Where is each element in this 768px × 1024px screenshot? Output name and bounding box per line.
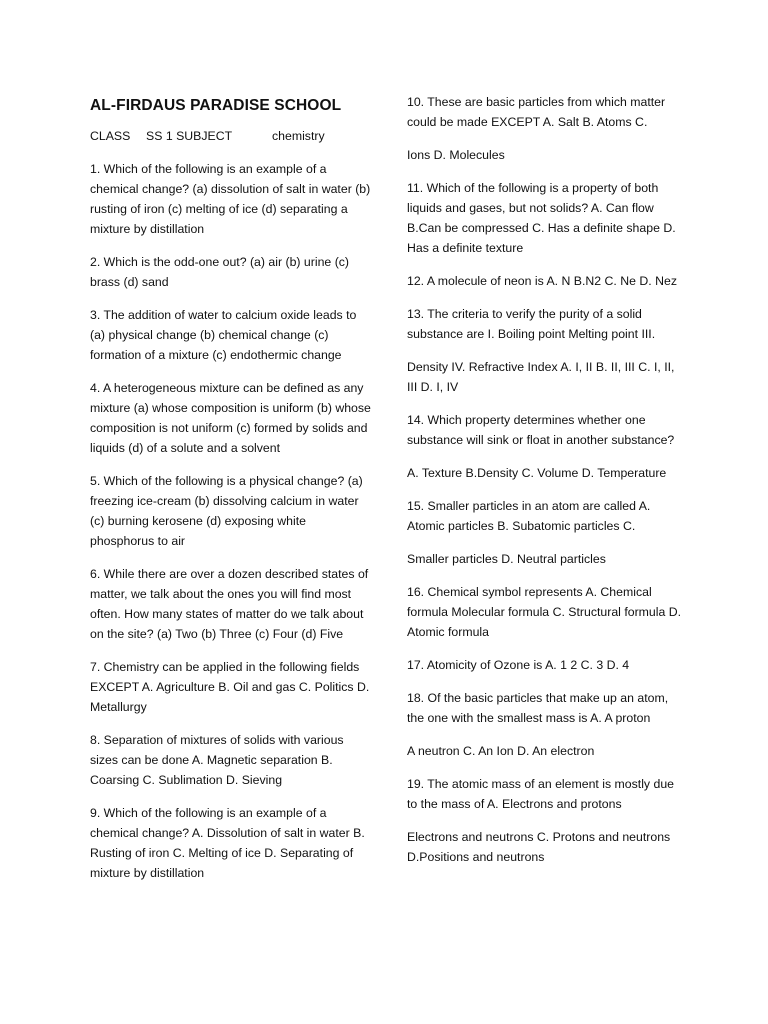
question-13-options: Density IV. Refractive Index A. I, II B. II, III C. I, II, III D. I, IV <box>407 360 675 394</box>
right-column <box>407 92 687 880</box>
question-10: 10. These are basic particles from which matter could be made EXCEPT A. Salt B. Atoms C. <box>407 95 666 129</box>
question-10-continued: Ions D. Molecules <box>407 148 505 162</box>
question-5: 5. Which of the following is a physical change? (a) freezing ice-cream (b) dissolving calcium in water (c) burning kerosene (d) exposing white phosphorus to air <box>90 474 363 548</box>
left-column <box>90 92 372 896</box>
class-value: SS 1 SUBJECT <box>146 129 233 143</box>
question-7: 7. Chemistry can be applied in the following fields EXCEPT A. Agriculture B. Oil and gas C. Politics D. Metallurgy <box>90 660 370 714</box>
question-3: 3. The addition of water to calcium oxide leads to (a) physical change (b) chemical change (c) formation of a mixture (c) endothermic change <box>90 308 357 362</box>
question-2: 2. Which is the odd-one out? (a) air (b) urine (c) brass (d) sand <box>90 255 350 289</box>
question-16: 16. Chemical symbol represents A. Chemical formula Molecular formula C. Structural formula D. Atomic formula <box>407 585 682 639</box>
question-11: 11. Which of the following is a property of both liquids and gases, but not solids? A. Can flow B.Can be compressed C. Has a definite shape D. Has a definite texture <box>407 181 676 255</box>
question-14-options: A. Texture B.Density C. Volume D. Temperature <box>407 466 667 480</box>
question-17: 17. Atomicity of Ozone is A. 1 2 C. 3 D. 4 <box>407 658 630 672</box>
question-18: 18. Of the basic particles that make up an atom, the one with the smallest mass is A. A proton <box>407 691 669 725</box>
question-9: 9. Which of the following is an example of a chemical change? A. Dissolution of salt in water B. Rusting of iron C. Melting of ice D. Separating of mixture by distillation <box>90 806 365 880</box>
question-8: 8. Separation of mixtures of solids with various sizes can be done A. Magnetic separation B. Coarsing C. Sublimation D. Sieving <box>90 733 344 787</box>
question-19: 19. The atomic mass of an element is mostly due to the mass of A. Electrons and protons <box>407 777 675 811</box>
class-subject-line <box>90 126 372 146</box>
question-15: 15. Smaller particles in an atom are called A. Atomic particles B. Subatomic particles C. <box>407 499 651 533</box>
question-15-options: Smaller particles D. Neutral particles <box>407 552 606 566</box>
question-14: 14. Which property determines whether one substance will sink or float in another substance? <box>407 413 675 447</box>
question-19-options: Electrons and neutrons C. Protons and neutrons D.Positions and neutrons <box>407 830 671 864</box>
question-12: 12. A molecule of neon is A. N B.N2 C. Ne D. Nez <box>407 274 677 288</box>
school-name: AL-FIRDAUS PARADISE SCHOOL <box>90 97 342 114</box>
question-1: 1. Which of the following is an example of a chemical change? (a) dissolution of salt in water (b) rusting of iron (c) melting of ice (d) separating a mixture by distillation <box>90 162 371 236</box>
question-6: 6. While there are over a dozen described states of matter, we talk about the ones you will find most often. How many states of matter do we talk about on the site? (a) Two (b) Three (c) Four (d) Five <box>90 567 369 641</box>
question-13: 13. The criteria to verify the purity of a solid substance are I. Boiling point Melting point III. <box>407 307 656 341</box>
subject-value: chemistry <box>272 129 325 143</box>
question-18-options: A neutron C. An Ion D. An electron <box>407 744 595 758</box>
question-4: 4. A heterogeneous mixture can be defined as any mixture (a) whose composition is uniform (b) whose composition is not uniform (c) formed by solids and liquids (d) of a solute and a solvent <box>90 381 371 455</box>
class-label: CLASS <box>90 129 131 143</box>
